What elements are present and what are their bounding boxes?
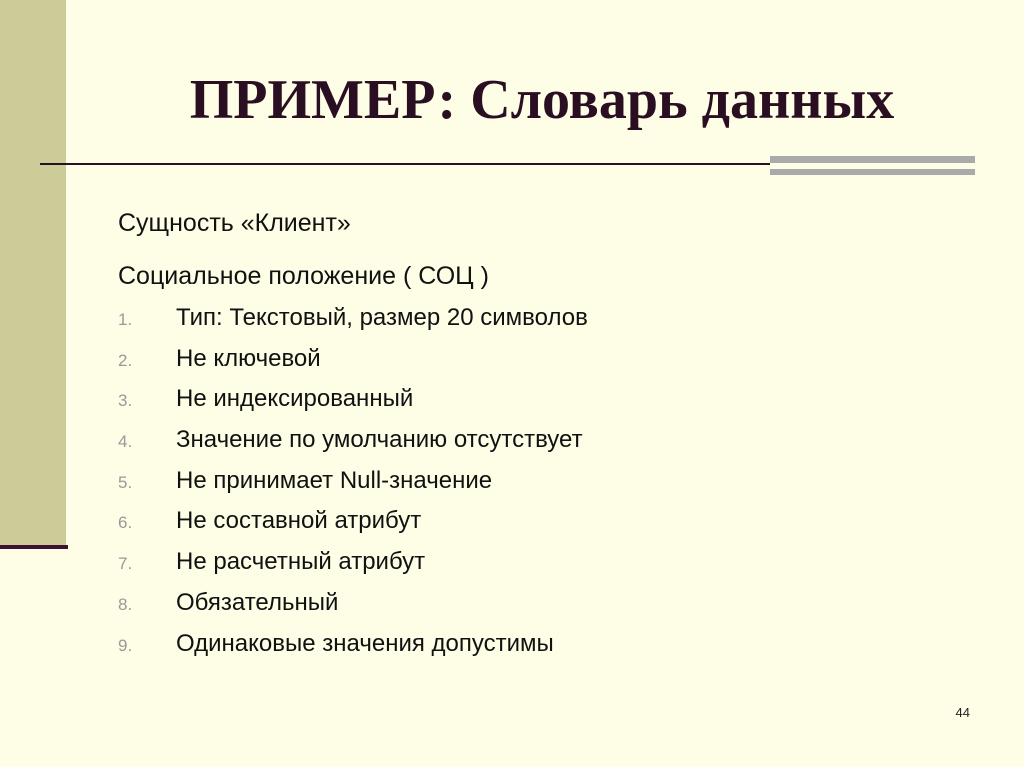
list-item <box>118 548 978 589</box>
list-item <box>118 426 978 467</box>
slide-title: ПРИМЕР: Словарь данных <box>189 69 895 131</box>
list-item-number: 8. <box>118 594 133 614</box>
list-item <box>118 345 978 386</box>
list-item <box>118 385 978 426</box>
list-item-text: Не индексированный <box>176 385 414 413</box>
left-decorative-band <box>0 0 66 545</box>
list-item <box>118 630 978 671</box>
list-item-number: 4. <box>118 432 133 452</box>
page-number: 44 <box>955 705 970 720</box>
list-item-text: Не составной атрибут <box>176 507 422 535</box>
slide-content <box>118 200 978 670</box>
grey-accent-bar-bottom <box>770 169 975 175</box>
list-item-text: Обязательный <box>176 588 339 616</box>
list-item <box>118 467 978 508</box>
left-band-underline <box>0 545 68 549</box>
list-item-number: 9. <box>118 635 133 655</box>
list-item-text: Тип: Текстовый, размер 20 символов <box>176 304 588 331</box>
attribute-properties-list <box>118 304 978 670</box>
list-item-number: 6. <box>118 513 133 533</box>
attribute-line: Социальное положение ( СОЦ ) <box>118 262 489 290</box>
list-item <box>118 304 978 345</box>
list-item-number: 1. <box>118 310 133 329</box>
list-item-number: 7. <box>118 554 133 574</box>
list-item-number: 5. <box>118 472 133 492</box>
list-item <box>118 507 978 548</box>
list-item-text: Не расчетный атрибут <box>176 548 426 576</box>
list-item-text: Значение по умолчанию отсутствует <box>176 426 583 454</box>
title-divider <box>40 163 770 165</box>
list-item <box>118 589 978 630</box>
list-item-number: 3. <box>118 391 133 411</box>
grey-accent-bar-top <box>770 156 975 163</box>
entity-line: Сущность «Клиент» <box>118 209 351 237</box>
list-item-text: Не ключевой <box>176 344 321 372</box>
list-item-text: Одинаковые значения допустимы <box>176 629 554 657</box>
list-item-number: 2. <box>118 350 133 370</box>
list-item-text: Не принимает Null-значение <box>176 466 493 494</box>
